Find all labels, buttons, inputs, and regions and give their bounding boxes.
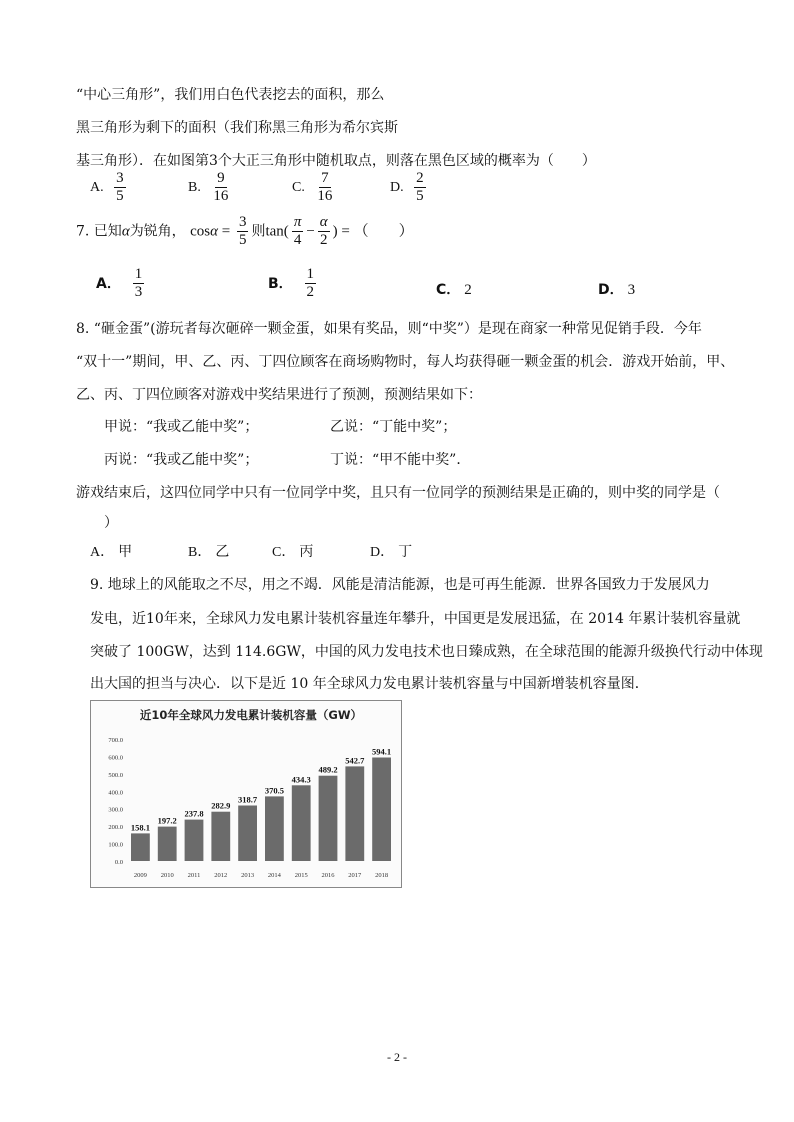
y-tick-label: 100.0 — [108, 841, 123, 849]
q8-line-3: 乙、丙、丁四位顾客对游戏中奖结果进行了预测，预测结果如下： — [76, 387, 482, 403]
q6-option-c[interactable]: C. $\frac{7}{16}$ — [292, 170, 333, 204]
data-label: 594.1 — [372, 746, 392, 757]
fraction: $\frac{\alpha}{2}$ — [319, 214, 328, 248]
data-label: 318.7 — [238, 794, 258, 805]
q8-line-1: 8. “砸金蛋”(游玩者每次砸碎一颗金蛋，如果有奖品，则“中奖”）是现在商家一种常见促销手段．今年 — [76, 321, 702, 337]
intro-line-3: 基三角形）．在如图第3个大正三角形中随机取点，则落在黑色区域的概率为（ ） — [76, 153, 596, 169]
q8-say-yi: 乙说：“丁能中奖”； — [330, 419, 457, 435]
x-tick-label: 2010 — [160, 872, 174, 879]
y-tick-label: 700.0 — [108, 737, 123, 744]
fraction: $\frac{3}{5}$ — [116, 170, 124, 204]
data-label: 158.1 — [130, 822, 150, 833]
q8-line-4: 游戏结束后，这四位同学中只有一位同学中奖，且只有一位同学的预测结果是正确的，则中奖的同学是（ — [76, 485, 720, 501]
bar-2011 — [185, 820, 204, 861]
q7-option-d[interactable]: D． 3 — [598, 282, 636, 298]
bar-2016 — [319, 776, 338, 861]
x-tick-label: 2015 — [294, 872, 308, 879]
q7-option-c[interactable]: C． 2 — [436, 282, 472, 298]
y-tick-label: 200.0 — [108, 824, 123, 832]
data-label: 197.2 — [157, 815, 177, 826]
q7-stem: 7. 已知α为锐角， cosα = $\frac{3}{5}$ 则tan( $\frac{\pi}{4}$ − $\frac{\alpha}{2}$ ) = （ ） — [76, 214, 414, 248]
q8-line-5: ） — [104, 515, 118, 531]
data-label: 542.7 — [345, 755, 365, 766]
bar-chart-svg — [91, 701, 401, 887]
q6-option-d[interactable]: D. $\frac{2}{5}$ — [390, 170, 424, 204]
q8-option-d[interactable]: D． 丁 — [370, 545, 413, 560]
q9-line-3: 突破了 100GW，达到 114.6GW，中国的风力发电技术也日臻成熟，在全球范围的能源升级换代行动中体现 — [90, 644, 763, 660]
data-label: 282.9 — [211, 800, 231, 811]
wind-capacity-chart — [90, 700, 402, 888]
x-tick-label: 2013 — [241, 872, 255, 879]
bar-2017 — [345, 766, 364, 861]
bar-2009 — [131, 833, 150, 861]
y-tick-label: 600.0 — [108, 754, 123, 762]
q9-line-1: 9. 地球上的风能取之不尽，用之不竭．风能是清洁能源，也是可再生能源．世界各国致力于发展风力 — [90, 577, 710, 593]
bar-2014 — [265, 796, 284, 861]
x-tick-label: 2017 — [348, 872, 362, 879]
x-tick-label: 2009 — [133, 872, 147, 879]
q8-option-a[interactable]: A． 甲 — [90, 545, 133, 560]
fraction: $\frac{9}{16}$ — [213, 170, 229, 204]
intro-line-1: “中心三角形”，我们用白色代表挖去的面积，那么 — [76, 87, 385, 103]
data-label: 237.8 — [184, 808, 204, 819]
bar-2012 — [211, 812, 230, 861]
q8-say-ding: 丁说：“甲不能中奖”． — [330, 452, 471, 468]
chart-title: 近10年全球风力发电累计装机容量（GW） — [139, 708, 363, 722]
fraction: $\frac{1}{2}$ — [306, 266, 315, 300]
q9-line-4: 出大国的担当与决心．以下是近 10 年全球风力发电累计装机容量与中国新增装机容量图． — [90, 676, 649, 692]
bar-2018 — [372, 758, 391, 862]
data-label: 489.2 — [318, 764, 338, 775]
fraction: $\frac{7}{16}$ — [317, 170, 333, 204]
fraction: $\frac{\pi}{4}$ — [293, 214, 302, 248]
page-number: - 2 - — [387, 1050, 407, 1064]
fraction: $\frac{3}{5}$ — [238, 214, 247, 248]
q8-say-jia: 甲说：“我或乙能中奖”； — [104, 419, 259, 435]
q8-say-bing: 丙说：“我或乙能中奖”； — [104, 452, 259, 468]
y-tick-label: 0.0 — [114, 859, 123, 866]
q6-option-a[interactable]: A. $\frac{3}{5}$ — [90, 170, 124, 204]
intro-line-2: 黑三角形为剩下的面积（我们称黑三角形为希尔宾斯 — [76, 120, 398, 136]
fraction: $\frac{1}{3}$ — [134, 266, 143, 300]
q8-option-b[interactable]: B． 乙 — [188, 545, 230, 560]
y-tick-label: 400.0 — [108, 789, 123, 797]
q8-line-2: “双十一”期间，甲、乙、丙、丁四位顾客在商场购物时，每人均获得砸一颗金蛋的机会．游戏开始前，甲、 — [76, 354, 735, 370]
y-tick-label: 500.0 — [108, 771, 123, 779]
data-label: 434.3 — [291, 774, 311, 785]
q6-option-b[interactable]: B. $\frac{9}{16}$ — [188, 170, 229, 204]
bar-2010 — [158, 827, 177, 861]
q7-option-a[interactable]: A． $\frac{1}{3}$ — [96, 266, 143, 300]
x-tick-label: 2012 — [214, 872, 228, 879]
q9-line-2: 发电，近10年来，全球风力发电累计装机容量连年攀升，中国更是发展迅猛，在 2014 年累计装机容量就 — [90, 611, 741, 627]
x-tick-label: 2011 — [187, 872, 201, 879]
bar-2015 — [292, 785, 311, 861]
bar-2013 — [238, 806, 257, 862]
q7-option-b[interactable]: B． $\frac{1}{2}$ — [268, 266, 315, 300]
x-tick-label: 2016 — [321, 872, 335, 879]
y-tick-label: 300.0 — [108, 806, 123, 814]
x-tick-label: 2014 — [267, 872, 281, 879]
data-label: 370.5 — [264, 785, 284, 796]
q8-option-c[interactable]: C． 丙 — [272, 545, 314, 560]
x-tick-label: 2018 — [375, 872, 389, 879]
fraction: $\frac{2}{5}$ — [416, 170, 424, 204]
